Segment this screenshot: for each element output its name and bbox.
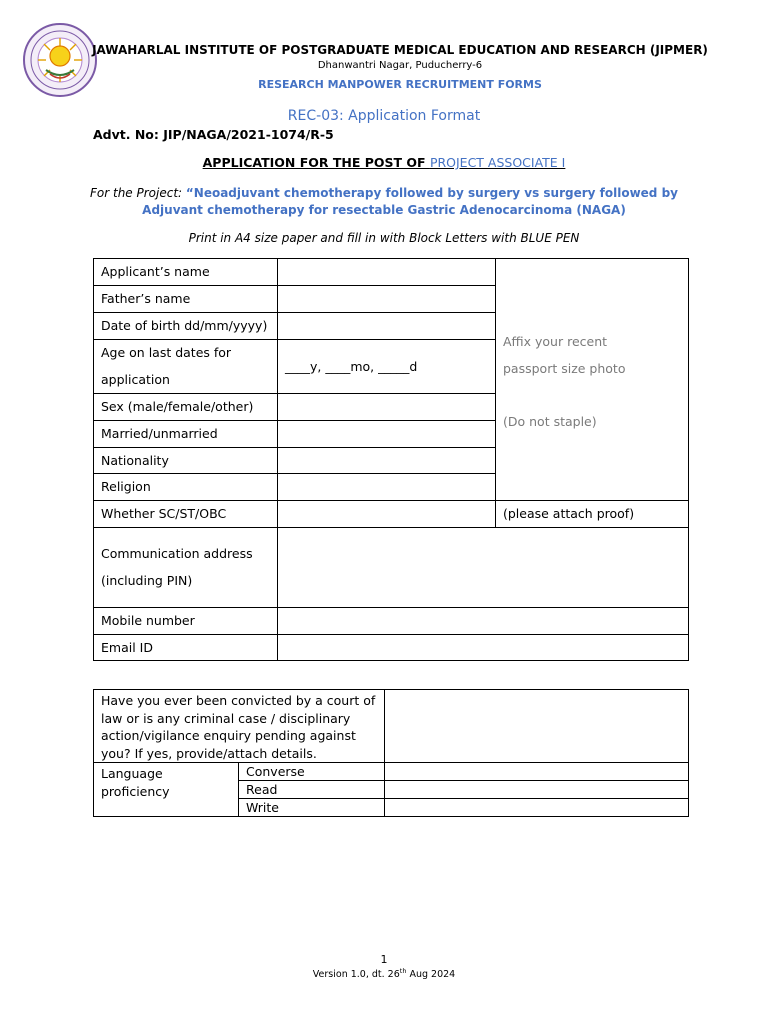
- label-religion: Religion: [94, 474, 278, 501]
- age-line-1: Age on last dates for: [101, 345, 232, 360]
- field-category[interactable]: [278, 501, 496, 528]
- project-line-1: [0, 186, 768, 200]
- version-prefix: Version 1.0, dt. 26: [312, 969, 400, 981]
- label-nationality: Nationality: [94, 448, 278, 474]
- project-title-2: Adjuvant chemotherapy for resectable Gastric Adenocarcinoma (NAGA): [142, 203, 626, 217]
- field-sex[interactable]: [278, 394, 496, 421]
- forms-title: RESEARCH MANPOWER RECRUITMENT FORMS: [258, 78, 542, 91]
- label-married: Married/unmarried: [94, 421, 278, 448]
- address-line-2: (including PIN): [101, 572, 193, 588]
- label-write: Write: [239, 799, 385, 817]
- print-instruction: Print in A4 size paper and fill in with Block Letters with BLUE PEN: [188, 231, 580, 245]
- field-age[interactable]: ____y, ____mo, _____d: [278, 340, 496, 394]
- field-conviction[interactable]: [385, 690, 689, 763]
- field-married[interactable]: [278, 421, 496, 448]
- project-title-1: “Neoadjuvant chemotherapy followed by surgery vs surgery followed by: [185, 186, 678, 200]
- label-address: [94, 528, 278, 608]
- label-mobile: Mobile number: [94, 608, 278, 635]
- field-applicant-name[interactable]: [278, 259, 496, 286]
- address-line-1: Communication address: [101, 546, 253, 561]
- label-converse: Converse: [239, 763, 385, 781]
- label-read: Read: [239, 781, 385, 799]
- photo-line-1: Affix your recent: [503, 334, 608, 349]
- label-dob: Date of birth dd/mm/yyyy): [94, 313, 278, 340]
- personal-details-table: [93, 258, 689, 661]
- post-prefix: APPLICATION FOR THE POST OF: [202, 155, 430, 170]
- attach-proof-note: (please attach proof): [496, 501, 689, 528]
- label-language: Language proficiency: [94, 763, 239, 817]
- age-line-2: application: [101, 371, 170, 387]
- version-suffix: Aug 2024: [406, 969, 456, 981]
- field-religion[interactable]: [278, 474, 496, 501]
- field-converse[interactable]: [385, 763, 689, 781]
- label-conviction: Have you ever been convicted by a court of law or is any criminal case / disciplinary action/vigilance enquiry pending against you? If yes, provide/attach details.: [94, 690, 385, 763]
- field-father-name[interactable]: [278, 286, 496, 313]
- label-email: Email ID: [94, 635, 278, 661]
- field-write[interactable]: [385, 799, 689, 817]
- field-email[interactable]: [278, 635, 689, 661]
- label-sex: Sex (male/female/other): [94, 394, 278, 421]
- page-number: 1: [380, 953, 388, 966]
- photo-box: [496, 259, 689, 501]
- project-prefix: For the Project:: [90, 186, 186, 200]
- photo-line-3: (Do not staple): [503, 413, 597, 429]
- declaration-table: [93, 689, 689, 817]
- post-name: PROJECT ASSOCIATE I: [429, 155, 566, 170]
- institute-address: Dhanwantri Nagar, Puducherry-6: [317, 60, 483, 71]
- field-nationality[interactable]: [278, 448, 496, 474]
- version-sup: th: [399, 967, 407, 975]
- photo-line-2: passport size photo: [503, 360, 626, 376]
- field-address[interactable]: [278, 528, 689, 608]
- label-age: [94, 340, 278, 394]
- version-info: [0, 967, 768, 980]
- label-applicant-name: Applicant’s name: [94, 259, 278, 286]
- post-heading: [0, 155, 768, 170]
- advt-number: Advt. No: JIP/NAGA/2021-1074/R-5: [93, 127, 334, 142]
- label-father-name: Father’s name: [94, 286, 278, 313]
- label-category: Whether SC/ST/OBC: [94, 501, 278, 528]
- field-dob[interactable]: [278, 313, 496, 340]
- field-read[interactable]: [385, 781, 689, 799]
- field-mobile[interactable]: [278, 608, 689, 635]
- institute-name: JAWAHARLAL INSTITUTE OF POSTGRADUATE MEDICAL EDUCATION AND RESEARCH (JIPMER): [92, 43, 708, 57]
- rec-title: REC-03: Application Format: [287, 108, 481, 124]
